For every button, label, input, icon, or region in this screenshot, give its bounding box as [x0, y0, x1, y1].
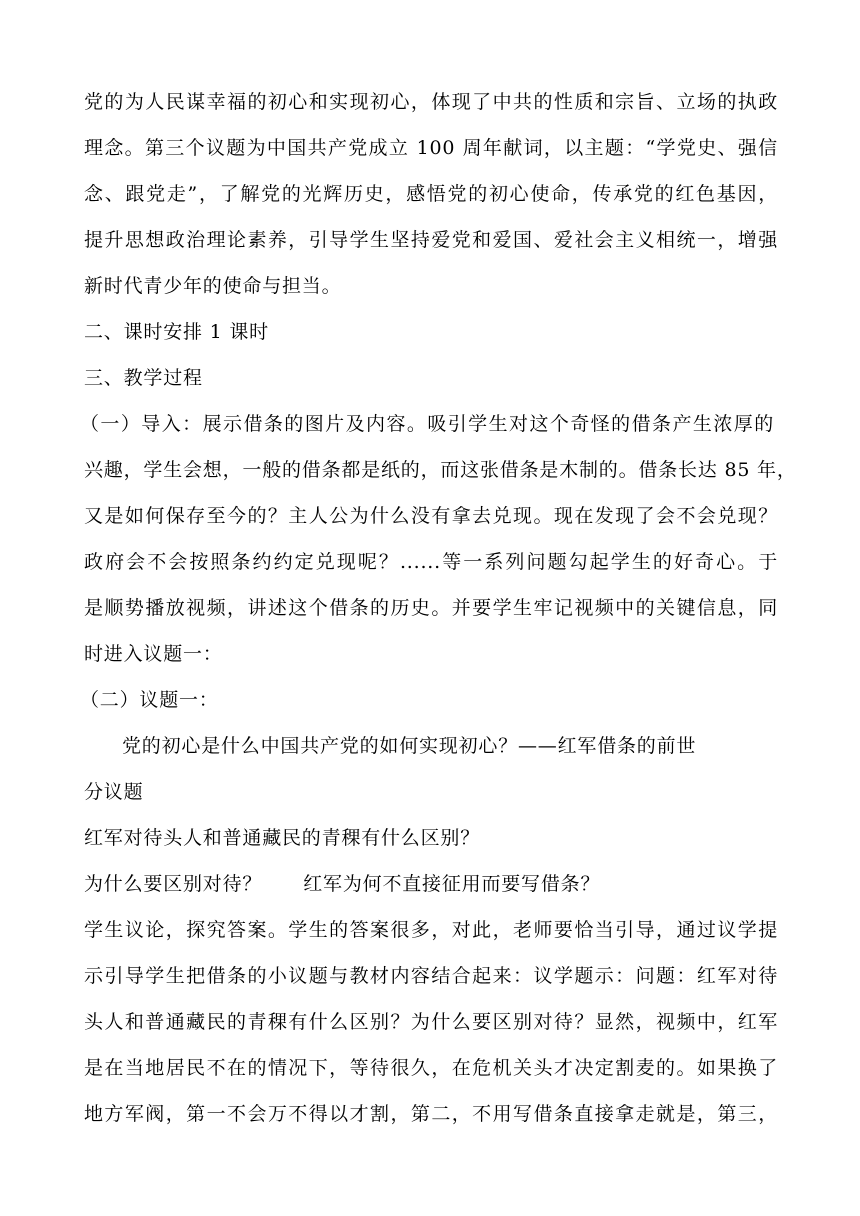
paragraph-line: 时进入议题一：: [84, 643, 223, 665]
sub-topic-question: 为什么要区别对待？ 红军为何不直接征用而要写借条？: [84, 873, 601, 895]
paragraph-line: 地方军阀，第一不会万不得以才割，第二，不用写借条直接拿走就是，第三，: [84, 1103, 778, 1125]
topic-question: 党的初心是什么中国共产党的如何实现初心？——红军借条的前世: [122, 735, 697, 757]
section-heading: 三、教学过程: [84, 367, 203, 389]
paragraph-line: 又是如何保存至今的？主人公为什么没有拿去兑现。现在发现了会不会兑现？: [84, 505, 778, 527]
paragraph-line: 是在当地居民不在的情况下，等待很久，在危机关头才决定割麦的。如果换了: [84, 1057, 778, 1079]
paragraph-line: 党的为人民谋幸福的初心和实现初心，体现了中共的性质和宗旨、立场的执政: [84, 91, 778, 113]
paragraph-line: 是顺势播放视频，讲述这个借条的历史。并要学生牢记视频中的关键信息，同: [84, 597, 778, 619]
paragraph-line: 示引导学生把借条的小议题与教材内容结合起来：议学题示：问题：红军对待: [84, 965, 778, 987]
paragraph-line: 政府会不会按照条约约定兑现呢？......等一系列问题勾起学生的好奇心。于: [84, 551, 778, 573]
paragraph-line: 提升思想政治理论素养，引导学生坚持爱党和爱国、爱社会主义相统一，增强: [84, 229, 778, 251]
paragraph-line: 理念。第三个议题为中国共产党成立 100 周年献词，以主题：“学党史、强信: [84, 137, 778, 159]
paragraph-line: 新时代青少年的使命与担当。: [84, 275, 342, 297]
paragraph-line: 学生议论，探究答案。学生的答案很多，对此，老师要恰当引导，通过议学提: [84, 919, 778, 941]
section-heading: 二、课时安排 1 课时: [84, 321, 269, 343]
subsection-heading: （二）议题一：: [80, 689, 219, 711]
paragraph-line: 头人和普通藏民的青稞有什么区别？为什么要区别对待？显然，视频中，红军: [84, 1011, 778, 1033]
paragraph-line: （一）导入：展示借条的图片及内容。吸引学生对这个奇怪的借条产生浓厚的: [80, 413, 774, 435]
sub-topic-question: 红军对待头人和普通藏民的青稞有什么区别？: [84, 827, 481, 849]
paragraph-line: 念、跟党走”，了解党的光辉历史，感悟党的初心使命，传承党的红色基因，: [84, 183, 778, 205]
paragraph-line: 兴趣，学生会想，一般的借条都是纸的，而这张借条是木制的。借条长达 85 年，: [84, 459, 797, 481]
sub-topic-label: 分议题: [84, 781, 144, 803]
